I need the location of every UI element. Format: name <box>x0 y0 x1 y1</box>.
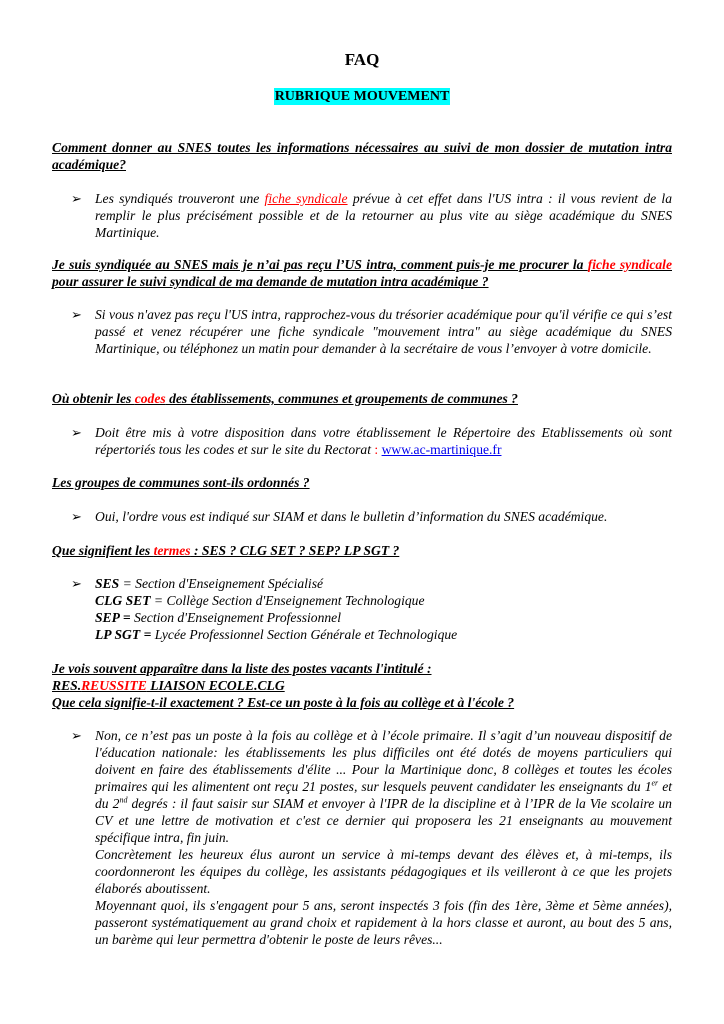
ordinal-superscript: er <box>651 778 659 788</box>
answer-1 <box>71 190 672 241</box>
term-definition <box>95 592 672 609</box>
question-2-post: pour assurer le suivi syndical de ma demande de mutation intra académique ? <box>52 274 489 289</box>
fiche-syndicale-link[interactable]: fiche syndicale <box>264 191 348 206</box>
answer-6-p1-b: et du 2 <box>95 779 672 811</box>
answer-6-p1-a: Non, ce n’est pas un poste à la fois au collège et à l’école primaire. Il s’agit d’un nouveau dispositif de l'éducation nationale: les établissements les plus difficiles ont été dotés de moyens particuliers qui doivent en faire des établissements d'élite ... Pour la Martinique donc, 8 collèges et toutes les écoles primaires qui les alimentent ont reçu 21 postes, sur lesquels peuvent candidater les enseignants du 1 <box>95 728 672 794</box>
term-def: = Section d'Enseignement Spécialisé <box>119 576 324 591</box>
arrow-bullet-icon: ➢ <box>71 307 82 322</box>
section-subtitle: RUBRIQUE MOUVEMENT <box>274 89 450 104</box>
term-def: Lycée Professionnel Section Générale et Technologique <box>151 627 458 642</box>
question-6-line-2-pre: RES. <box>52 678 82 693</box>
question-2-highlight: fiche syndicale <box>587 257 672 272</box>
term-definition <box>95 575 672 592</box>
term-definition <box>95 609 672 626</box>
arrow-bullet-icon: ➢ <box>71 191 82 206</box>
answer-3-colon: : <box>374 442 379 457</box>
answer-2-text: Si vous n'avez pas reçu l'US intra, rapprochez-vous du trésorier académique pour qu'il vérifie ce qui s’est passé et venez récupérer une fiche syndicale "mouvement intra" au siège académique du SNES Martinique, ou téléphonez un matin pour demander à la secrétaire de vous l’envoyer à votre domicile. <box>95 307 672 356</box>
question-6 <box>52 660 672 711</box>
answer-3 <box>71 424 672 458</box>
arrow-bullet-icon: ➢ <box>71 509 82 524</box>
answer-6 <box>71 727 672 948</box>
answer-4-text: Oui, l'ordre vous est indiqué sur SIAM et dans le bulletin d’information du SNES académique. <box>95 509 608 524</box>
answer-4 <box>71 508 672 525</box>
rectorat-website-link[interactable]: www.ac-martinique.fr <box>381 442 502 457</box>
question-5-post: : SES ? CLG SET ? SEP? LP SGT ? <box>190 543 400 558</box>
question-3-highlight: codes <box>134 391 166 406</box>
term-def: Section d'Enseignement Professionnel <box>130 610 341 625</box>
question-2 <box>52 256 672 290</box>
page-title: FAQ <box>344 50 380 69</box>
question-3-post: des établissements, communes et groupements de communes ? <box>165 391 518 406</box>
question-1: Comment donner au SNES toutes les informations nécessaires au suivi de mon dossier de mutation intra académique? <box>52 140 672 172</box>
answer-1-text-post: prévue à cet effet dans l'US intra : il vous revient de la remplir le plus précisément possible et de la retourner au plus vite au siège académique du SNES Martinique. <box>95 191 672 240</box>
answer-5 <box>71 575 672 643</box>
question-3-pre: Où obtenir les <box>52 391 135 406</box>
question-6-line-1: Je vois souvent apparaître dans la liste des postes vacants l'intitulé : <box>52 661 432 676</box>
question-4: Les groupes de communes sont-ils ordonnés ? <box>52 475 310 490</box>
question-2-pre: Je suis syndiquée au SNES mais je n’ai pas reçu l’US intra, comment puis-je me procurer la <box>52 257 588 272</box>
term-abbr: CLG SET <box>95 593 151 608</box>
ordinal-superscript: nd <box>119 795 128 805</box>
answer-6-p1-c: degrés : il faut saisir sur SIAM et envoyer à l'IPR de la discipline et à l’IPR de la Vie scolaire un CV et une lettre de motivation et c'est ce dernier qui proposera les 21 enseignants au mouvement spécifique intra, fin juin. <box>95 796 672 845</box>
question-5-pre: Que signifient les <box>52 543 154 558</box>
question-5 <box>52 542 672 559</box>
question-6-highlight: REUSSITE <box>81 678 147 693</box>
question-6-line-2-post: LIAISON ECOLE.CLG <box>146 678 285 693</box>
question-3 <box>52 390 672 407</box>
subtitle-wrap <box>0 87 724 105</box>
arrow-bullet-icon: ➢ <box>71 425 82 440</box>
answer-6-paragraph-3: Moyennant quoi, ils s'engagent pour 5 ans, seront inspectés 3 fois (fin des 1ère, 3ème et 5ème années), passeront systématiquement au grand choix et rapidement à la hors classe et auront, au bout des 5 ans, un barème qui leur permettra d'obtenir le poste de leurs rêves... <box>95 898 672 947</box>
answer-3-text: Doit être mis à votre disposition dans votre établissement le Répertoire des Etablissements où sont répertoriés tous les codes et sur le site du Rectorat <box>95 425 672 457</box>
arrow-bullet-icon: ➢ <box>71 576 82 591</box>
answer-1-text-pre: Les syndiqués trouveront une <box>95 191 265 206</box>
answer-6-paragraph-1 <box>95 727 672 846</box>
term-definition <box>95 626 672 643</box>
term-def: = Collège Section d'Enseignement Technologique <box>150 593 425 608</box>
term-abbr: LP SGT = <box>95 627 152 642</box>
arrow-bullet-icon: ➢ <box>71 728 82 743</box>
question-5-highlight: termes <box>153 543 191 558</box>
term-abbr: SES <box>95 576 120 591</box>
answer-2 <box>71 306 672 357</box>
answer-6-paragraph-2: Concrètement les heureux élus auront un service à mi-temps devant des élèves et, à mi-temps, ils coordonneront les équipes du collège, les assistants pédagogiques et ils veilleront à ce que les projets élaborés aboutissent. <box>95 847 672 896</box>
question-6-line-3: Que cela signifie-t-il exactement ? Est-ce un poste à la fois au collège et à l'école ? <box>52 695 515 710</box>
term-abbr: SEP = <box>95 610 131 625</box>
question-6-line-2 <box>52 677 672 694</box>
